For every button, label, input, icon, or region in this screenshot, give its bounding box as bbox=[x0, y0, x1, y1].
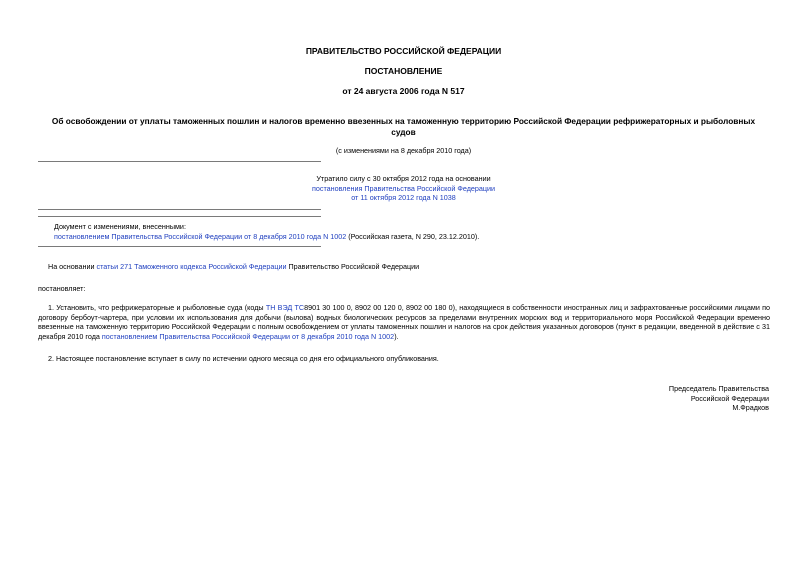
divider-bottom bbox=[38, 246, 321, 247]
decree-word: постановляет: bbox=[38, 284, 86, 293]
divider-mid-1 bbox=[38, 209, 321, 210]
tn-ved-link[interactable]: ТН ВЭД ТС bbox=[265, 303, 305, 312]
amendment-note: (с изменениями на 8 декабря 2010 года) bbox=[335, 146, 472, 155]
item-1-body: 8901 30 100 0, 8902 00 120 0, 8902 00 180 0), находящиеся в собственности иностранных лиц и зафрахтованные российскими лицами по договору бербоут-чартера, при условии их использования для добычи (вылова) водных биологических ресурсов за пределами внутренних морских вод и территориального моря Российской Федерации временно ввезенные на таможенную территорию Российской Федерации с полным освобождением от уплаты таможенных пошлин и налогов на срок действия указанных договоров (пункт в редакции, введенной в действие с 31 декабря 2010 года bbox=[38, 303, 771, 342]
repeal-block bbox=[250, 174, 557, 203]
divider-mid-2 bbox=[38, 216, 321, 217]
basis-suffix: Правительство Российской Федерации bbox=[286, 262, 420, 271]
basis-prefix: На основании bbox=[48, 262, 97, 271]
customs-code-link[interactable]: статьи 271 Таможенного кодекса Российской Федерации bbox=[96, 262, 287, 271]
divider-top bbox=[38, 161, 321, 162]
signature-name: М.Фрадков bbox=[732, 403, 769, 413]
basis-paragraph bbox=[48, 262, 768, 272]
changes-intro: Документ с изменениями, внесенными: bbox=[54, 222, 186, 231]
signature-org: Российской Федерации bbox=[690, 393, 769, 403]
changes-block bbox=[54, 222, 770, 241]
document-title: Об освобождении от уплаты таможенных пошлин и налогов временно ввезенных на таможенную территорию Российской Федерации рефрижераторных и рыболовных судов bbox=[51, 116, 756, 137]
item-1-paragraph bbox=[38, 303, 770, 342]
date-number-heading: от 24 августа 2006 года N 517 bbox=[342, 86, 465, 96]
doc-type-heading: ПОСТАНОВЛЕНИЕ bbox=[364, 66, 443, 76]
signature-block bbox=[500, 384, 769, 413]
changes-source: (Российская газета, N 290, 23.12.2010). bbox=[346, 231, 480, 241]
repeal-decree-date-link[interactable]: от 11 октября 2012 года N 1038 bbox=[351, 193, 456, 203]
government-heading: ПРАВИТЕЛЬСТВО РОССИЙСКОЙ ФЕДЕРАЦИИ bbox=[305, 46, 502, 56]
repeal-decree-link[interactable]: постановления Правительства Российской Федерации bbox=[311, 183, 496, 193]
changes-decree-link[interactable]: постановлением Правительства Российской Федерации от 8 декабря 2010 года N 1002 bbox=[54, 231, 347, 241]
item-1-prefix: 1. Установить, что рефрижераторные и рыболовные суда (коды bbox=[48, 303, 266, 312]
item-2-paragraph: 2. Настоящее постановление вступает в силу по истечении одного месяца со дня его официального опубликования. bbox=[48, 354, 439, 363]
signature-title: Председатель Правительства bbox=[668, 384, 769, 393]
item-1-suffix: ). bbox=[394, 332, 399, 342]
item-1-decree-link[interactable]: постановлением Правительства Российской Федерации от 8 декабря 2010 года N 1002 bbox=[101, 332, 395, 342]
repeal-text: Утратило силу с 30 октября 2012 года на основании bbox=[316, 174, 491, 183]
